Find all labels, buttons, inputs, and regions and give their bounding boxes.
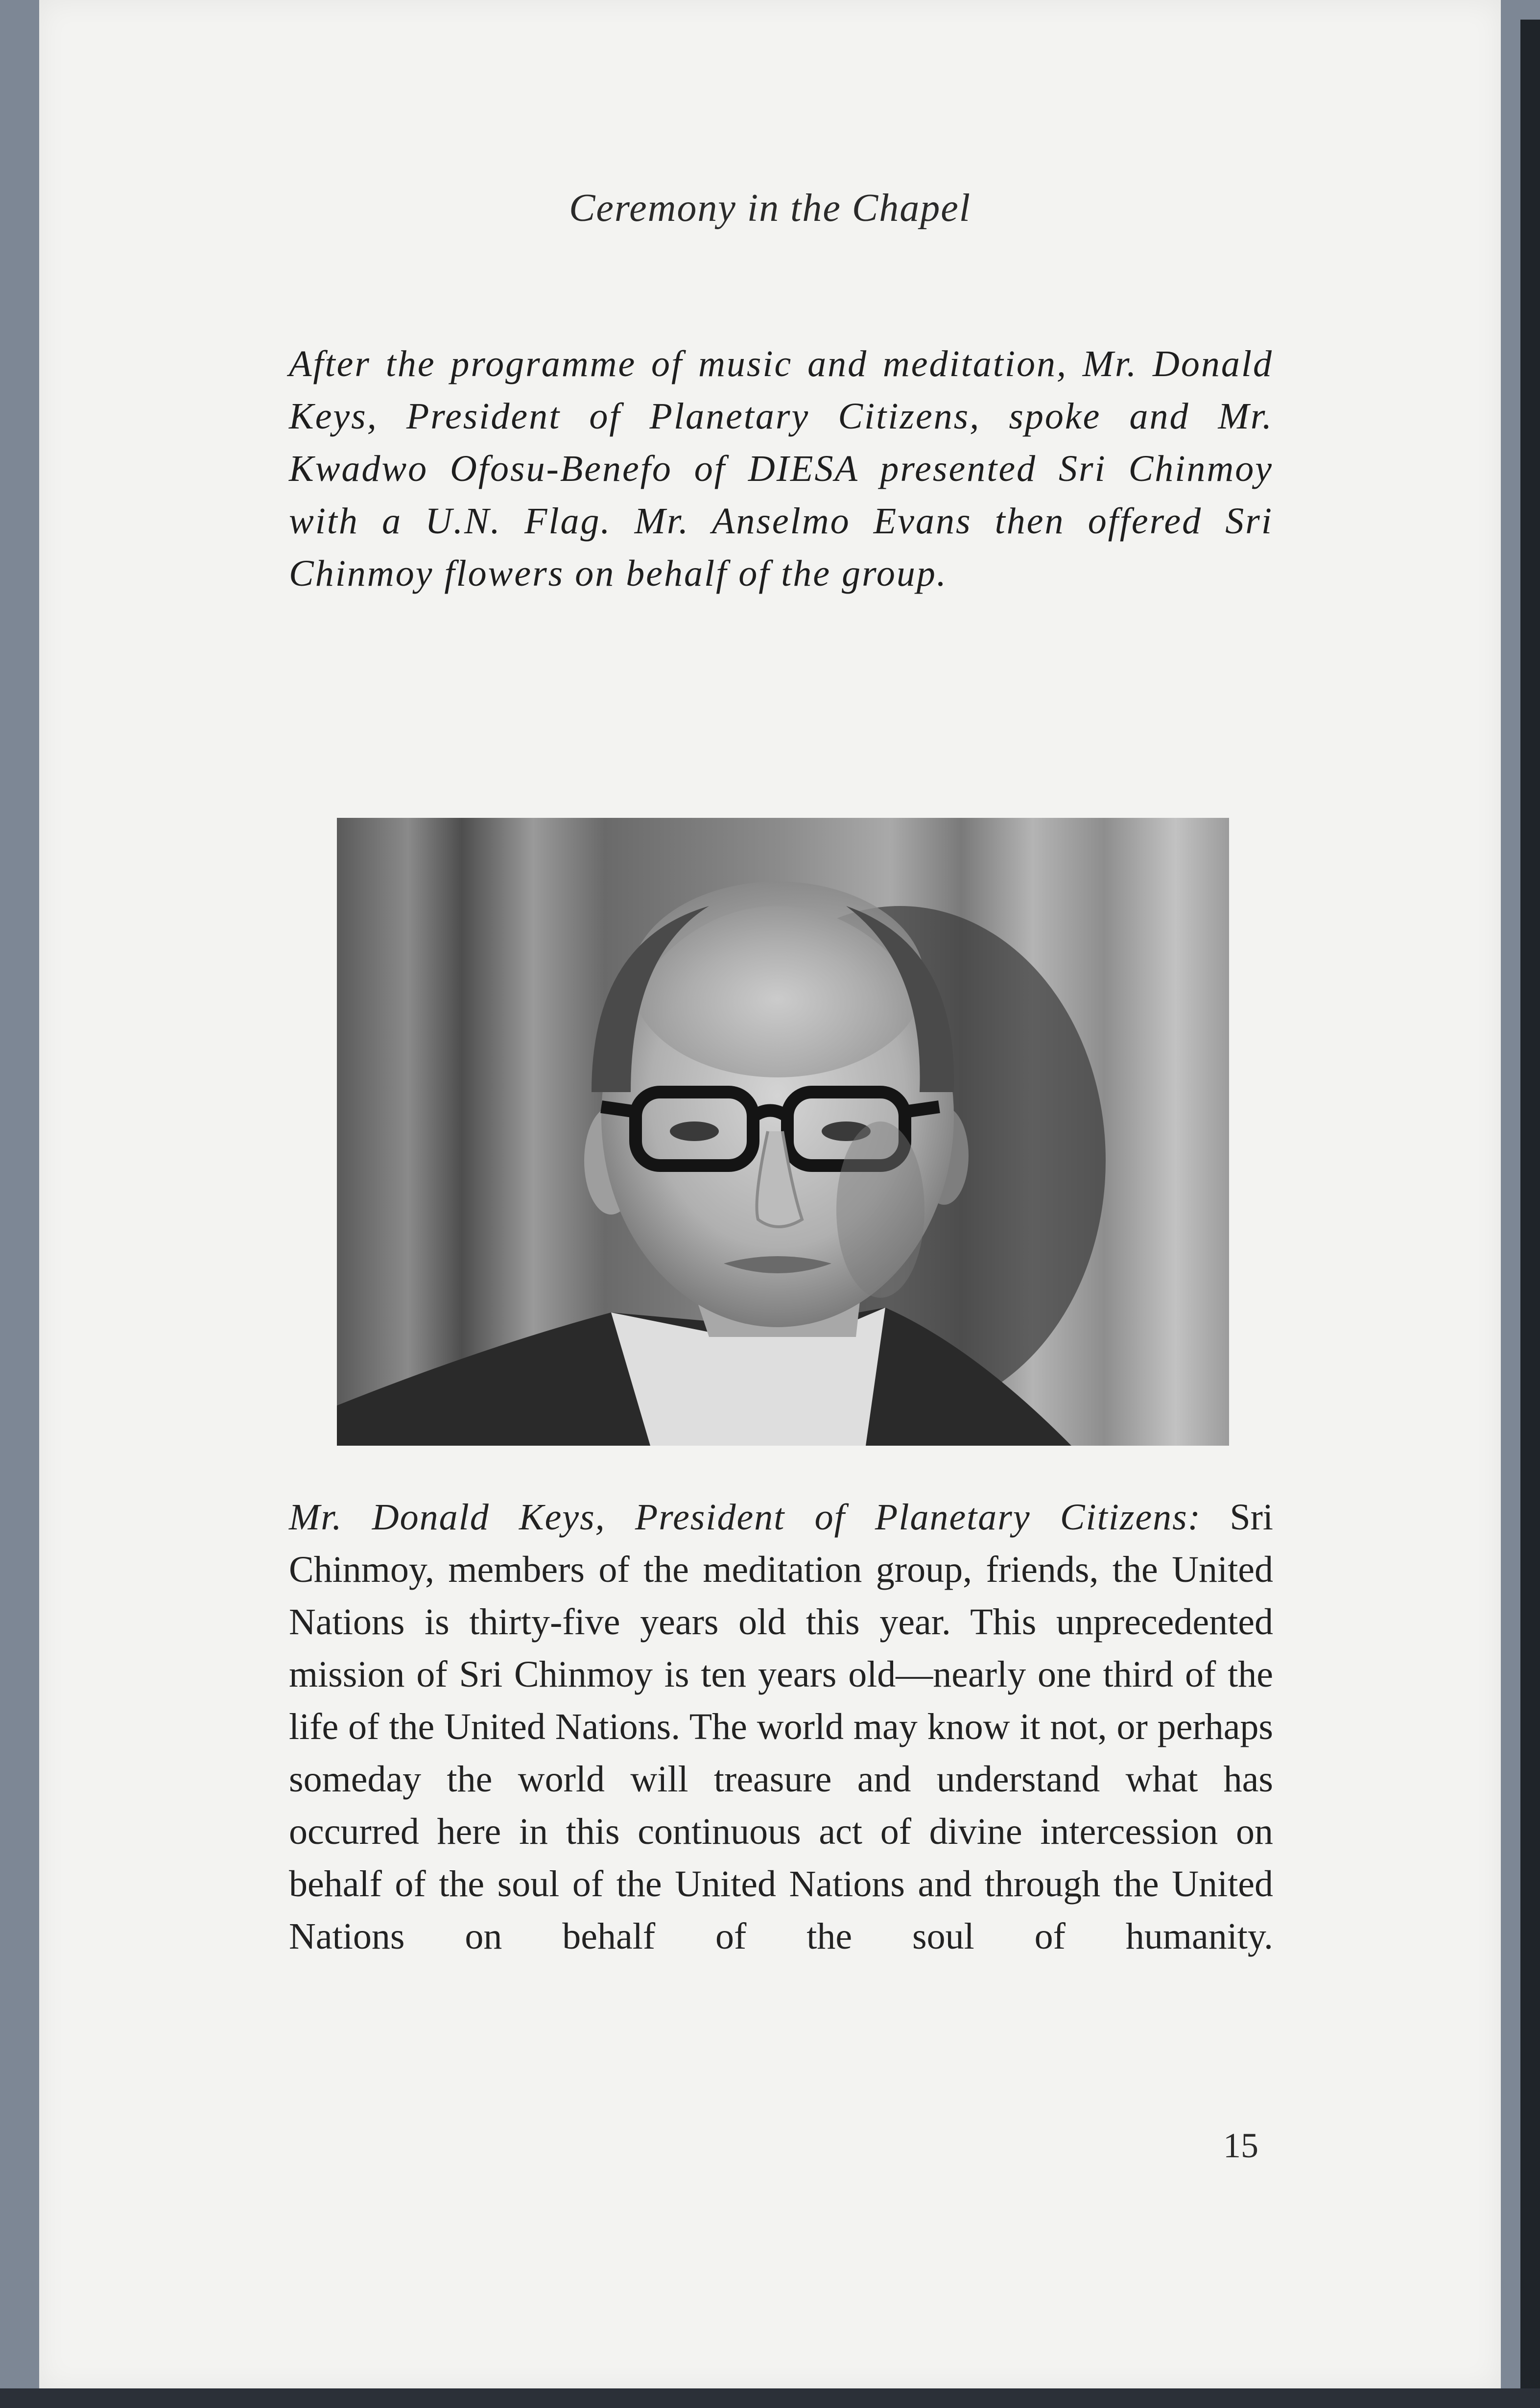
portrait-photo: [337, 818, 1229, 1446]
page-number: 15: [1223, 2126, 1258, 2165]
intro-paragraph: After the programme of music and meditation, Mr. Donald Keys, President of Planetary Citizens, spoke and Mr. Kwadwo Ofosu-Benefo of DIESA presented Sri Chinmoy with a U.N. Flag. Mr. Anselmo Evans then offered Sri Chinmoy flowers on behalf of the group.: [289, 343, 1273, 594]
scan-edge-bottom: [0, 2388, 1540, 2408]
portrait-image: [337, 818, 1229, 1446]
running-head: Ceremony in the Chapel: [569, 187, 971, 230]
scan-edge-right: [1520, 20, 1540, 2408]
caption-text: Sri Chinmoy, members of the meditation group, friends, the United Nations is thirty-five years old this year. This unprecedented mission of Sri Chinmoy is ten years old—nearly one third of the life of the United Nations. The world may know it not, or perhaps someday the world will treasure and understand what has occurred here in this continuous act of divine intercession on behalf of the soul of the United Nations and through the United Nations on behalf of the soul of humanity.: [289, 1497, 1274, 1957]
caption-speaker: Mr. Donald Keys, President of Planetary Citizens:: [289, 1497, 1202, 1538]
caption-paragraph: [289, 1491, 1273, 1963]
